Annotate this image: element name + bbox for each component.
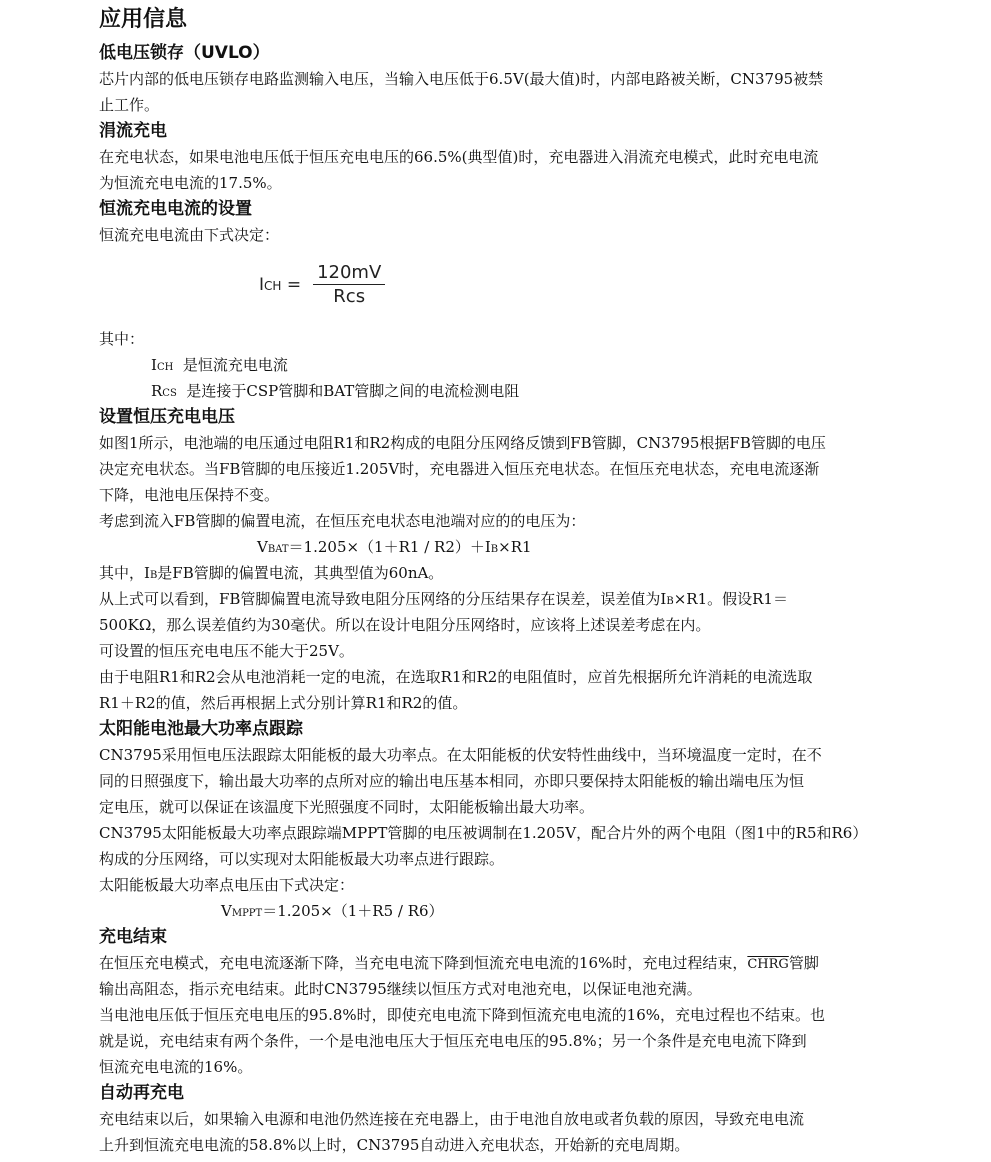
cv-para6-line-2: R1＋R2的值，然后再根据上式分别计算R1和R2的值。: [99, 694, 468, 712]
trickle-line-1: 在充电状态，如果电池电压低于恒压充电电压的66.5%(典型值)时，充电器进入涓流充电模式，此时充电电流: [99, 148, 819, 166]
document-page: [99, 0, 929, 1158]
ich-definition: ICH 是恒流充电电流: [151, 356, 288, 374]
mppt-heading: 太阳能电池最大功率点跟踪: [99, 719, 303, 739]
cv-setting-heading: 设置恒压充电电压: [99, 407, 235, 427]
page-title: 应用信息: [99, 7, 188, 32]
cc-setting-heading: 恒流充电电流的设置: [99, 199, 252, 219]
ich-formula-numerator: 120mV: [313, 262, 385, 285]
cv-para4-line-2: 500KΩ，那么误差值约为30毫伏。所以在设计电阻分压网络时，应该将上述误差考虑在内。: [99, 616, 711, 634]
charge-end-para2-line-2: 就是说，充电结束有两个条件，一个是电池电压大于恒压充电电压的95.8%；另一个条件是充电电流下降到: [99, 1032, 807, 1050]
vbat-formula: VBAT＝1.205×（1＋R1 / R2）＋IB×R1: [257, 538, 532, 556]
cc-setting-intro: 恒流充电电流由下式决定：: [99, 226, 280, 244]
cv-para4-line-1: 从上式可以看到，FB管脚偏置电流导致电阻分压网络的分压结果存在误差，误差值为IB×R1。假设R1＝: [99, 590, 788, 608]
charge-end-line-2: 输出高阻态，指示充电结束。此时CN3795继续以恒压方式对电池充电，以保证电池充满。: [99, 980, 702, 998]
mppt-para2-line-2: 构成的分压网络，可以实现对太阳能板最大功率点进行跟踪。: [99, 850, 505, 868]
mppt-para1-line-1: CN3795采用恒电压法跟踪太阳能板的最大功率点。在太阳能板的伏安特性曲线中，当环境温度一定时，在不: [99, 746, 822, 764]
uvlo-line-1: 芯片内部的低电压锁存电路监测输入电压，当输入电压低于6.5V(最大值)时，内部电路被关断，CN3795被禁: [99, 70, 824, 88]
cv-para5: 可设置的恒压充电电压不能大于25V。: [99, 642, 354, 660]
ich-formula-lhs: ICH =: [259, 274, 302, 295]
charge-end-heading: 充电结束: [99, 927, 167, 947]
mppt-para2-line-1: CN3795太阳能板最大功率点跟踪端MPPT管脚的电压被调制在1.205V，配合片外的两个电阻（图1中的R5和R6）: [99, 824, 868, 842]
uvlo-line-2: 止工作。: [99, 96, 160, 114]
ich-formula-fraction: [313, 262, 385, 307]
trickle-heading: 涓流充电: [99, 121, 167, 141]
uvlo-heading: 低电压锁存（UVLO）: [99, 43, 270, 63]
cv-para1-line-1: 如图1所示，电池端的电压通过电阻R1和R2构成的电阻分压网络反馈到FB管脚，CN3795根据FB管脚的电压: [99, 434, 826, 452]
ich-formula-denominator: Rcs: [333, 286, 366, 307]
mppt-para1-line-2: 同的日照强度下，输出最大功率的点所对应的输出电压基本相同，亦即只要保持太阳能板的输出端电压为恒: [99, 772, 805, 790]
recharge-line-2: 上升到恒流充电电流的58.8%以上时，CN3795自动进入充电状态，开始新的充电周期。: [99, 1136, 690, 1154]
mppt-para1-line-3: 定电压，就可以保证在该温度下光照强度不同时，太阳能板输出最大功率。: [99, 798, 595, 816]
cv-para6-line-1: 由于电阻R1和R2会从电池消耗一定的电流，在选取R1和R2的电阻值时，应首先根据所允许消耗的电流选取: [99, 668, 813, 686]
ich-formula: [99, 248, 929, 326]
cv-para2: 考虑到流入FB管脚的偏置电流，在恒压充电状态电池端对应的的电压为：: [99, 512, 586, 530]
trickle-line-2: 为恒流充电电流的17.5%。: [99, 174, 282, 192]
cv-para3: 其中，IB是FB管脚的偏置电流，其典型值为60nA。: [99, 564, 444, 582]
recharge-line-1: 充电结束以后，如果输入电源和电池仍然连接在充电器上，由于电池自放电或者负载的原因，导致充电电流: [99, 1110, 805, 1128]
charge-end-para2-line-3: 恒流充电电流的16%。: [99, 1058, 253, 1076]
cv-para1-line-3: 下降，电池电压保持不变。: [99, 486, 280, 504]
mppt-para3: 太阳能板最大功率点电压由下式决定：: [99, 876, 355, 894]
charge-end-para2-line-1: 当电池电压低于恒压充电电压的95.8%时，即使充电电流下降到恒流充电电流的16%，充电过程也不结束。也: [99, 1006, 825, 1024]
charge-end-line-1: 在恒压充电模式，充电电流逐渐下降，当充电电流下降到恒流充电电流的16%时，充电过程结束，CHRG管脚: [99, 954, 819, 972]
rcs-definition: RCS 是连接于CSP管脚和BAT管脚之间的电流检测电阻: [151, 382, 520, 400]
chrg-pin-label: CHRG: [747, 957, 789, 972]
recharge-heading: 自动再充电: [99, 1083, 184, 1103]
where-label: 其中：: [99, 330, 145, 348]
cv-para1-line-2: 决定充电状态。当FB管脚的电压接近1.205V时，充电器进入恒压充电状态。在恒压充电状态，充电电流逐渐: [99, 460, 820, 478]
vmppt-formula: VMPPT＝1.205×（1＋R5 / R6）: [221, 902, 444, 920]
